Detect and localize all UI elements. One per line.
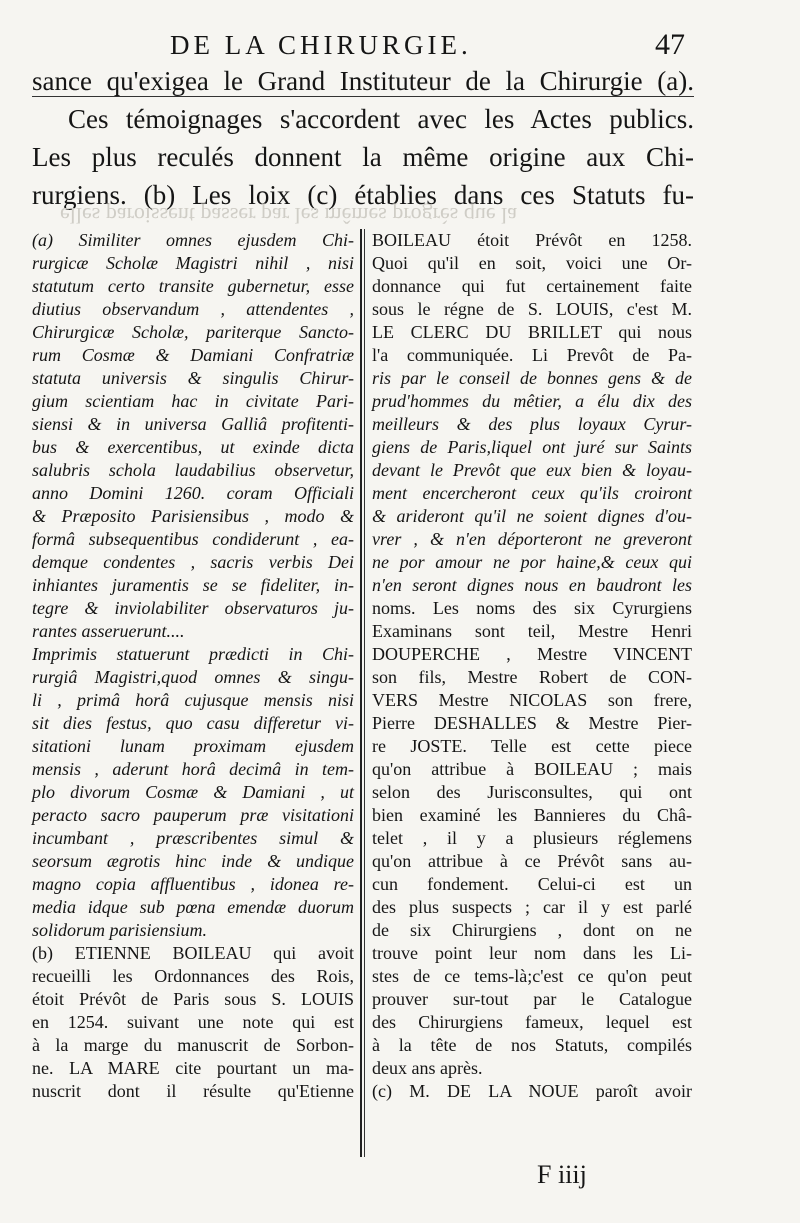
footnote-line: re JOSTE. Telle est cette piece (372, 736, 692, 756)
footnote-line: des Chirurgiens fameux, lequel est (372, 1012, 692, 1032)
main-line: Les plus reculés donnent la même origine aux Chi- (32, 142, 694, 172)
footnote-line: tegre & inviolabiliter observaturos ju- (32, 598, 354, 618)
footnote-line: diutius observandum , attendentes , (32, 299, 354, 319)
footnote-line: & arideront qu'il ne soient dignes d'ou- (372, 506, 692, 526)
footnote-line: sit dies festus, quo casu differetur vi- (32, 713, 354, 733)
footnote-line: giens de Paris,liquel ont juré sur Saints (372, 437, 692, 457)
footnote-column-right (372, 229, 692, 1103)
footnote-line: en 1254. suivant une note qui est (32, 1012, 354, 1032)
footnote-line: bien examiné les Bannieres du Châ- (372, 805, 692, 825)
footnote-line: & Præposito Parisiensibus , modo & (32, 506, 354, 526)
footnote-line: (a) Similiter omnes ejusdem Chi- (32, 230, 354, 250)
footnote-line: solidorum parisiensium. (32, 920, 208, 940)
footnote-line: li , primâ horâ cujusque mensis nisi (32, 690, 354, 710)
footnote-line: donnance qui fut certainement faite (372, 276, 692, 296)
footnote-line: cun fondement. Celui-ci est un (372, 874, 692, 894)
footnote-line: rurgiâ Magistri,quod omnes & singu- (32, 667, 354, 687)
footnote-line: (b) ETIENNE BOILEAU qui avoit (32, 943, 354, 963)
main-line: sance qu'exigea le Grand Instituteur de la Chirurgie (a). (32, 66, 694, 96)
footnote-line: qu'on attribue à BOILEAU ; mais (372, 759, 692, 779)
footnote-line: formâ subsequentibus condiderunt , ea- (32, 529, 354, 549)
footnote-line: prouver sur-tout par le Catalogue (372, 989, 692, 1009)
footnote-line: ne por amour ne por haine,& ceux qui (372, 552, 692, 572)
footnote-line: ne. LA MARE cite pourtant un ma- (32, 1058, 354, 1078)
footnote-line: gium scientiam hac in civitate Pari- (32, 391, 354, 411)
main-text (32, 62, 694, 214)
footnote-line: bus & exercentibus, ut exinde dicta (32, 437, 354, 457)
footnote-line: vrer , & n'en déporteront ne greveront (372, 529, 692, 549)
footnote-line: n'en seront dignes nous en baudront les (372, 575, 692, 595)
footnote-line: LE CLERC DU BRILLET qui nous (372, 322, 692, 342)
footnote-line: recueilli les Ordonnances des Rois, (32, 966, 354, 986)
footnote-line: ment encercheront ceux qu'ils croiront (372, 483, 692, 503)
footnote-line: l'a communiquée. Li Prevôt de Pa- (372, 345, 692, 365)
footnote-line: deux ans après. (372, 1058, 483, 1078)
footnote-line: stes de ce tems-là;c'est ce qu'on peut (372, 966, 692, 986)
footnote-line: statuta universis & singulis Chirur- (32, 368, 354, 388)
footnote-line: salubris schola laudabilius observetur, (32, 460, 354, 480)
footnote-line: nuscrit dont il résulte qu'Etienne (32, 1081, 354, 1101)
footnote-line: magno copia affluentibus , idonea re- (32, 874, 354, 894)
footnote-line: DOUPERCHE , Mestre VINCENT (372, 644, 692, 664)
footnote-line: Examinans sont teil, Mestre Henri (372, 621, 692, 641)
footnote-line: demque condentes , sacris verbis Dei (32, 552, 354, 572)
column-divider (360, 229, 362, 1157)
footnote-line: statutum certo transite gubernetur, esse (32, 276, 354, 296)
main-line: Ces témoignages s'accordent avec les Actes publics. (68, 104, 694, 134)
footnote-line: prud'hommes du mêtier, a élu dix des (372, 391, 692, 411)
footnote-line: rurgicæ Scholæ Magistri nihil , nisi (32, 253, 354, 273)
page-number: 47 (655, 28, 685, 61)
bleed-through-text: elles paroissent passer par les mêmes progrès que la (60, 203, 517, 228)
signature-mark: F iiij (537, 1160, 587, 1189)
footnote-line: plo divorum Cosmæ & Damiani , ut (32, 782, 354, 802)
footnote-line: son fils, Mestre Robert de CON- (372, 667, 692, 687)
footnote-line: media idque sub pœna emendæ duorum (32, 897, 354, 917)
footnote-line: qu'on attribue à ce Prévôt sans au- (372, 851, 692, 871)
footnote-line: VERS Mestre NICOLAS son frere, (372, 690, 692, 710)
footnote-line: de six Chirurgiens , dont on ne (372, 920, 692, 940)
footnote-line: à la marge du manuscrit de Sorbon- (32, 1035, 354, 1055)
footnote-line: Imprimis statuerunt prædicti in Chi- (32, 644, 354, 664)
footnote-line: trouve point leur nom dans les Li- (372, 943, 692, 963)
footnote-line: peracto sacro pauperum præ visitationi (32, 805, 354, 825)
footnote-line: Pierre DESHALLES & Mestre Pier- (372, 713, 692, 733)
footnote-line: anno Domini 1260. coram Officiali (32, 483, 354, 503)
footnote-line: étoit Prévôt de Paris sous S. LOUIS (32, 989, 354, 1009)
footnote-line: des plus suspects ; car il y est parlé (372, 897, 692, 917)
column-divider (364, 229, 365, 1157)
main-line: rurgiens. (b) Les loix (c) établies dans ces Statuts fu- (32, 180, 694, 210)
footnote-line: ris par le conseil de bonnes gens & de (372, 368, 692, 388)
footnote-line: incumbant , præscribentes simul & (32, 828, 354, 848)
footnote-line: meilleurs & des plus loyaux Cyrur- (372, 414, 692, 434)
footnote-column-left (32, 229, 354, 1103)
footnote-line: telet , il y a plusieurs réglemens (372, 828, 692, 848)
footnote-line: sitationi lunam proximam ejusdem (32, 736, 354, 756)
footnote-line: Chirurgicæ Scholæ, pariterque Sancto- (32, 322, 354, 342)
footnote-line: rum Cosmæ & Damiani Confratriæ (32, 345, 354, 365)
footnote-line: inhiantes juramentis se se fideliter, in- (32, 575, 354, 595)
footnote-line: siensi & in universa Galliâ profitenti- (32, 414, 354, 434)
footnote-line: Quoi qu'il en soit, voici une Or- (372, 253, 692, 273)
footnote-line: à la tête de nos Statuts, compilés (372, 1035, 692, 1055)
footnote-line: seorsum ægrotis hinc inde & undique (32, 851, 354, 871)
footnote-line: devant le Prevôt que eux bien & loyau- (372, 460, 692, 480)
footnote-line: selon des Jurisconsultes, qui ont (372, 782, 692, 802)
running-title: DE LA CHIRURGIE. (170, 30, 472, 60)
footnote-line: (c) M. DE LA NOUE paroît avoir (372, 1081, 692, 1101)
footnote-line: BOILEAU étoit Prévôt en 1258. (372, 230, 692, 250)
footnote-line: mensis , aderunt horâ decimâ in tem- (32, 759, 354, 779)
footnote-line: rantes asseruerunt.... (32, 621, 185, 641)
footnote-line: noms. Les noms des six Cyrurgiens (372, 598, 692, 618)
footnote-line: sous le régne de S. LOUIS, c'est M. (372, 299, 692, 319)
